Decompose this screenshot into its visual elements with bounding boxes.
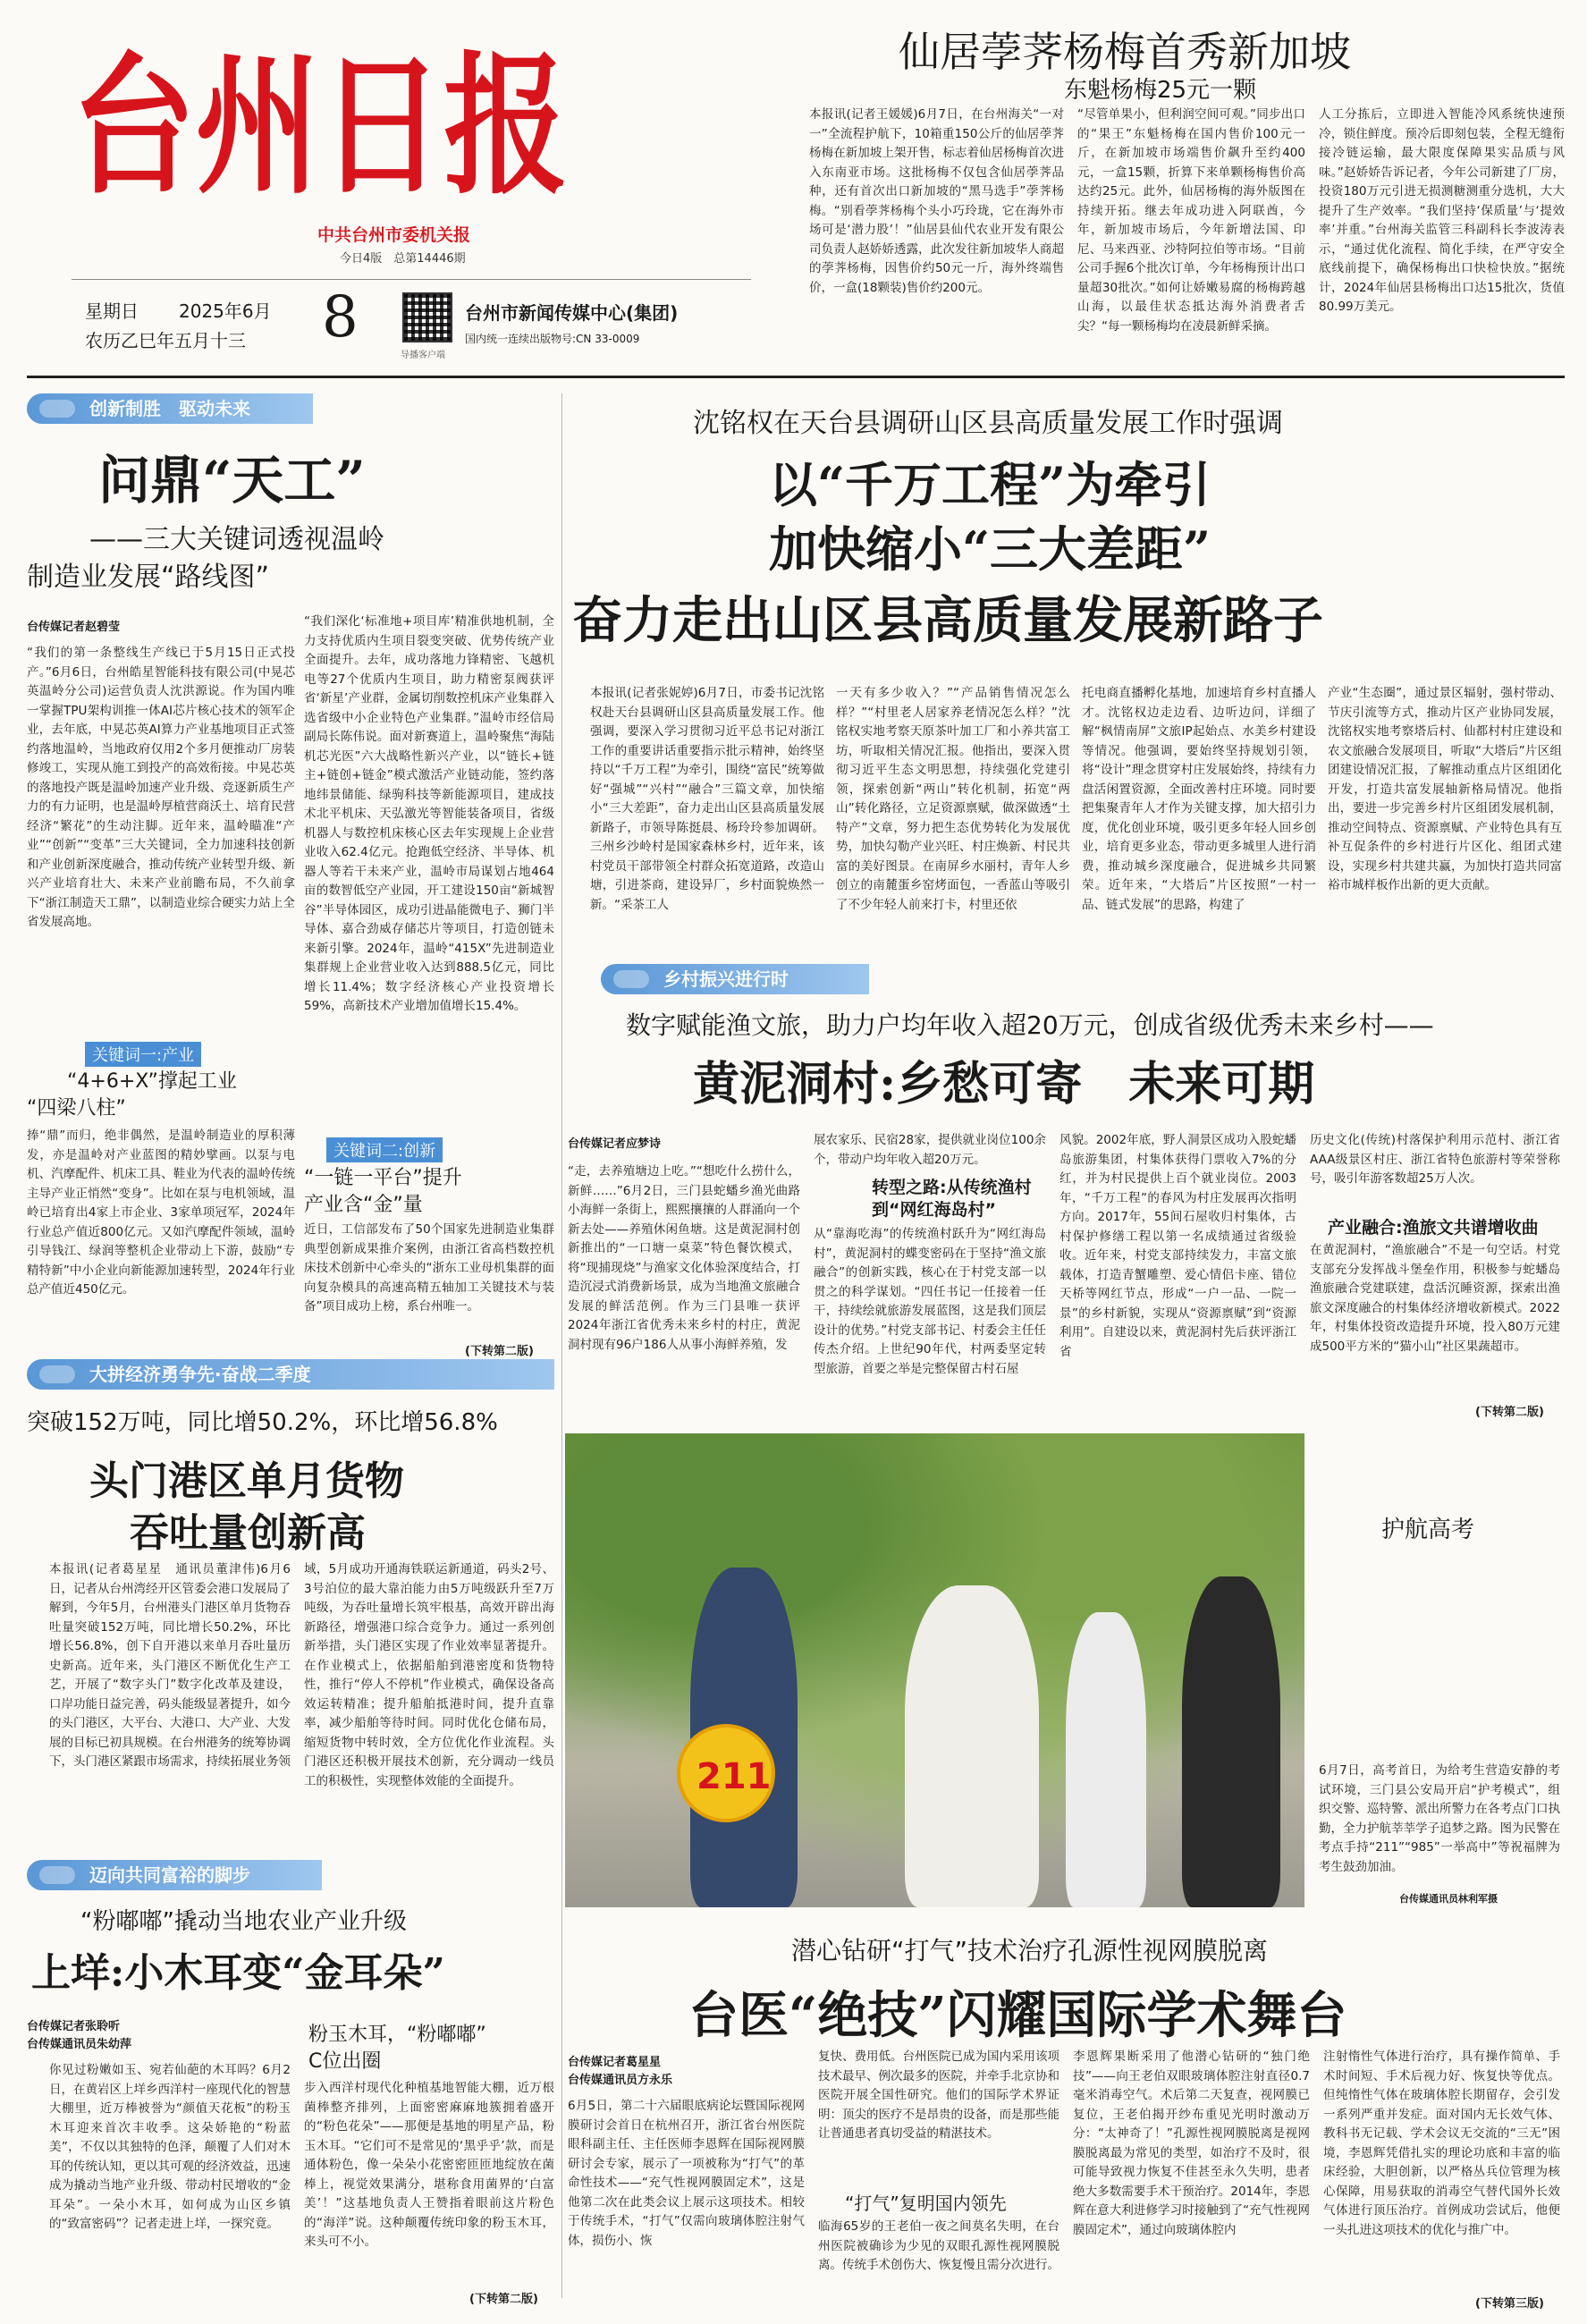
center-top-headline2[interactable]: 加快缩小“三大差距” <box>769 520 1211 578</box>
qr-code-icon[interactable] <box>402 292 452 342</box>
center-top-kicker: 沈铭权在天台县调研山区县高质量发展工作时强调 <box>693 408 1283 439</box>
center-mid-col1: “走，去养殖塘边上吃。”“想吃什么捞什么，新鲜……”6月2日，三门县蛇蟠乡渔光曲路小海鲜一条街上，熙熙攘攘的人群涌向一个新去处——养殖休闲鱼塘。这是黄泥洞村创新推出的“一口塘一桌菜”特色餐饮模式，将“现捕现烧”与渔家文化体验深度结合，打造沉浸式消费新场景，成为当地渔文旅融合发展的鲜活范例。作为三门县唯一获评2024年浙江省优秀未来乡村的村庄，黄泥洞村现有96户186人从事小海鲜养殖，发 <box>568 1164 800 1352</box>
keyword2-body: 近日，工信部发布了50个国家先进制造业集群典型创新成果推介案例，由浙江省高档数控机床技术创新中心牵头的“浙东工业母机集群的面向复杂模具的高速高精五轴加工关键技术与装备”项目成功上榜，系台州唯一。 <box>304 1222 554 1314</box>
keyword2-title1: “一链一平台”提升 <box>304 1167 462 1189</box>
left-bot-kicker: “粉嘟嘟”撬动当地农业产业升级 <box>80 1908 407 1935</box>
top-story-col2: “尽管单果小，但利润空间可观。”同步出口的“果王”东魁杨梅在国内售价100元一斤，在新加坡市场端售价飙升至约400元，一盒15颗，折算下来单颗杨梅售价高达约25元。此外，仙居杨梅的海外版图在持续开拓。继去年成功进入阿联酋，今年，新加坡市场后，今年新增法国、印尼、马来西亚、沙特阿拉伯等市场。“目前公司手握6个批次订单，今年杨梅预计出口量超30批次。”如何让娇嫩易腐的杨梅跨越山海，以最佳状态抵达海外消费者舌尖？“每一颗杨梅均在凌晨新鲜采摘。 <box>1077 107 1305 334</box>
left-mid-headline2[interactable]: 吞吐量创新高 <box>130 1510 366 1556</box>
center-top-headline3[interactable]: 奋力走出山区县高质量发展新路子 <box>572 591 1323 650</box>
section-tag-rural: 乡村振兴进行时 <box>601 964 869 994</box>
center-top-col1: 本报讯(记者张妮婷)6月7日，市委书记沈铭权赴天台县调研山区县高质量发展工作。他强调，要深入学习贯彻习近平总书记对浙江工作的重要讲话重要指示批示精神，始终坚持以“千万工程”为牵引，围绕“富民”统筹做好“强城”“兴村”“融合”三篇文章，加快缩小“三大差距”，奋力走出山区县高质量发展新路子，市领导陈挺晨、杨玲玲参加调研。三州乡沙岭村是国家森林乡村，近年来，该村党员干部带领全村群众拓宽道路，改造山塘，引进茶商，建设异厂，乡村面貌焕然一新。“采茶工人 <box>590 686 824 912</box>
cn-number: 国内统一连续出版物号:CN 33-0009 <box>465 333 640 345</box>
right-bot-kicker: 潜心钻研“打气”技术治疗孔源性视网膜脱离 <box>791 1936 1269 1965</box>
left-mid-kicker: 突破152万吨，同比增50.2%，环比增56.8% <box>27 1409 498 1436</box>
left-bot-sub1-2: C位出圈 <box>308 2050 382 2073</box>
center-mid-sub1-1: 转型之路:从传统渔村 <box>872 1178 1032 1197</box>
right-bot-byline1: 台传媒记者葛星星 <box>568 2056 662 2069</box>
center-mid-col2: 展农家乐、民宿28家，提供就业岗位100余个，带动户均年收入超20万元。 <box>814 1133 1046 1167</box>
guard-figure <box>1182 1576 1280 1907</box>
right-bot-col1: 6月5日，第二十六届眼底病论坛暨国际视网膜研讨会首日在杭州召开，浙江省台州医院眼科副主任、主任医师李恩辉在国际视网膜研讨会专家，展示了一项被称为“打气”的革命性技术——“充气性视网膜固定术”，这是他第二次在此类会议上展示这项技术。相较于传统手术，“打气”仅需向玻璃体腔注射气体，损伤小、恢 <box>568 2099 805 2248</box>
center-mid-col3: 风貌。2002年底，野人洞景区成功入股蛇蟠岛旅游集团，村集体获得门票收入7%的分红，并为村民提供上百个就业岗位。2003年，“千万工程”的春风为村庄发展再次指明方向。2017年，55间石屋收归村集体，古村保护修缮工程以第一名成绩通过省级验收。近年来，村党支部持续发力，丰富文旅载体，打造青蟹雕塑、爱心情侣卡座、错位天桥等网红节点，形成“一户一品、一院一景”的乡村新貌，实现从“资源禀赋”到“资源利用”。自建设以来，黄泥洞村先后获评浙江省 <box>1059 1133 1296 1359</box>
left-mid-col2: 域，5月成功开通海铁联运新通道，码头2号、3号泊位的最大靠泊能力由5万吨级跃升至7万吨级，为吞吐量增长筑牢根基，高效开辟出海新路径，增强港口综合竞争力。通过一系列创新举措，头门港区实现了作业效率显著提升。在作业模式上，依据船舶到港密度和货物特性，推行“停人不停机”作业模式，确保设备高效运转精准；提升船舶抵港时间，提升直靠率，减少船舶等待时间。同时优化仓储布局，缩短货物中转时效，全方位优化作业流程。头门港区还积极开展技术创新，充分调动一线员工的积极性，实现整体效能的全面提升。 <box>304 1562 554 1788</box>
keyword2-label: 关键词二:创新 <box>326 1137 443 1162</box>
left-bot-headline[interactable]: 上垟:小木耳变“金耳朵” <box>31 1950 445 1996</box>
keyword2-title2: 产业含“金”量 <box>304 1194 423 1216</box>
photo-caption-title: 护航高考 <box>1381 1517 1475 1543</box>
weekday: 星期日 <box>85 300 139 322</box>
left-bot-continued[interactable]: (下转第二版) <box>469 2293 538 2306</box>
left-top-headline[interactable]: 问鼎“天工” <box>98 450 366 511</box>
top-divider <box>27 376 1565 378</box>
section-tag-economy: 大拼经济勇争先·奋战二季度 <box>27 1359 554 1390</box>
top-story-subtitle: 东魁杨梅25元一颗 <box>1064 77 1257 104</box>
center-mid-byline: 台传媒记者应梦诗 <box>568 1137 662 1151</box>
left-top-continued[interactable]: (下转第二版) <box>465 1345 534 1358</box>
issue-number: 今日4版 总第14446期 <box>340 252 466 266</box>
right-bot-headline[interactable]: 台医“绝技”闪耀国际学术舞台 <box>688 1986 1347 2045</box>
qr-label: 导播客户端 <box>401 351 445 360</box>
photo-caption: 6月7日，高考首日，为给考生营造安静的考试环境，三门县公安局开启“护考模式”，组织交警、巡特警、派出所警力在各考点门口执勤，全力护航莘莘学子追梦之路。图为民警在考点手持“211”“985”一举高中”等祝福牌为考生鼓劲加油。 <box>1319 1763 1560 1874</box>
news-photo[interactable] <box>565 1433 1304 1907</box>
center-mid-continued[interactable]: (下转第二版) <box>1475 1406 1544 1419</box>
section-tag-innovation: 创新制胜 驱动未来 <box>27 393 313 424</box>
top-story-title[interactable]: 仙居荸荠杨梅首秀新加坡 <box>899 28 1351 76</box>
left-bot-col2: 步入西洋村现代化种植基地智能大棚，近万根菌棒整齐排列，上面密密麻麻地簇拥着盛开的“粉色花朵”——那便是基地的明星产品，粉玉木耳。“它们可不是常见的‘黑乎乎’款，而是通体粉色，像一朵朵小花密密匝匝地绽放在菌棒上，视觉效果满分，堪称食用菌界的‘白富美’！”这基地负责人王赞指着眼前这片粉色的“海洋”说。这种颠覆传统印象的粉玉木耳，来头可不小。 <box>304 2081 554 2249</box>
right-bot-sub1: “打气”复明国内领先 <box>845 2193 1007 2214</box>
center-mid-sub1-2: 到“网红海岛村” <box>872 1200 996 1220</box>
right-bot-col3: 李恩辉果断采用了他潜心钻研的“独门绝技”——向王老伯双眼玻璃体腔注射直径0.7毫米消毒空气。术后第二天复查，视网膜已复位，王老伯揭开纱布重见光明时激动万分：“太神奇了！”孔源性视网膜脱离是视网膜脱离最为常见的类型，如治疗不及时，很可能导致视力恢复不佳甚至永久失明，患者绝大多数需要手术干预治疗。2014年，李恩辉在意大利进修学习时接触到了“充气性视网膜固定术”，通过向玻璃体腔内 <box>1073 2049 1310 2237</box>
crowd-figure <box>1066 1612 1146 1907</box>
logo-text: 台州日报 <box>72 37 568 215</box>
right-bot-col2b: 临海65岁的王老伯一夜之间莫名失明，在台州医院被确诊为少见的双眼孔源性视网膜脱离。传统手术创伤大、恢复慢且需分次进行。 <box>818 2219 1059 2272</box>
center-mid-col4: 历史文化(传统)村落保护利用示范村、浙江省AAA级景区村庄、浙江省特色旅游村等荣誉称号，吸引年游客数超25万人次。 <box>1310 1133 1560 1186</box>
day-number: 8 <box>322 284 359 351</box>
student-figure <box>905 1585 1039 1907</box>
left-bot-byline1: 台传媒记者张聆听 <box>27 2020 121 2033</box>
center-mid-sub2: 产业融合:渔旅文共谱增收曲 <box>1328 1218 1539 1238</box>
column-divider <box>561 393 562 2298</box>
right-bot-col4: 注射惰性气体进行治疗，具有操作简单、手术时间短、手术后视力好、恢复快等优点。但纯惰性气体在玻璃体腔长期留存，会引发一系列严重并发症。面对国内无长效气体、教科书无记载、学术会议无交流的“三无”困境，李恩辉凭借扎实的理论功底和丰富的临床经验，大胆创新，以严格丛兵位管理为核心保障，用易获取的消毒空气替代国外长效气体进行顶压治疗。首例成功尝试后，他便一头扎进这项技术的优化与推广中。 <box>1323 2049 1560 2237</box>
year-month: 2025年6月 <box>179 300 272 322</box>
keyword1-body: 捧“鼎”而归，绝非偶然，是温岭制造业的厚积薄发，亦是温岭对产业蓝图的精妙擘画。以泵与电机、汽摩配件、机床工具、鞋业为代表的温岭传统主导产业正悄然“变身”。比如在泵与电机领域，温岭已培育出4家上市企业、3家单项冠军，2024年行业总产值近800亿元。又如汽摩配件领域，温岭引导钱江、绿润等整机企业带动上下游，鼓励“专精特新”中小企业向新能源加速转型，2024年行业总产值近450亿元。 <box>27 1128 295 1297</box>
right-bot-col2: 复快、费用低。台州医院已成为国内采用该项技术最早、例次最多的医院，并牵手北京协和医院开展全国性研究。他们的国际学术界证明：顶尖的医疗不是昂贵的设备，而是那些能让普通患者真切受益的精湛技术。 <box>818 2049 1059 2141</box>
masthead-subtitle: 中共台州市委机关报 <box>317 225 471 245</box>
left-bot-col1: 你见过粉嫩如玉、宛若仙葩的木耳吗？6月2日，在黄岩区上垟乡西洋村一座现代化的智慧大棚里，近万棒被誉为“颜值天花板”的粉玉木耳迎来首次丰收季。这朵娇艳的“粉蓝美”，不仅以其独特的色泽，颠覆了人们对木耳的传统认知，更以其可观的经济效益，迅速成为撬动当地产业升级、带动村民增收的“金耳朵”。一朵小木耳，如何成为山区乡镇的“致富密码”？记者走进上垟，一探究竟。 <box>49 2063 291 2231</box>
publisher: 台州市新闻传媒中心(集团) <box>465 302 679 324</box>
top-story-col3: 人工分拣后，立即进入智能冷风系统快速预冷，锁住鲜度。预冷后即刻包装，全程无缝衔接冷链运输，最大限度保障果实品质与风味。”赵娇娇告诉记者，今年公司新建了厂房，投资180万元引进无损测糖测重分选机，大大提升了生产效率。“我们坚持‘保质量’与‘提效率’并重。”台州海关监管三科副科长李波涛表示，“通过优化流程、简化手续，在严守安全底线前提下，确保杨梅出口快检快放。”据统计，2024年仙居县杨梅出口达15批次，货值80.99万美元。 <box>1319 107 1565 314</box>
center-mid-col4b: 在黄泥洞村，“渔旅融合”不是一句空话。村党支部充分发挥战斗堡垒作用，积极参与蛇蟠岛渔旅融合党建联建，盘活沉睡资源，探索出渔旅文深度融合的村集体经济增收新模式。2022年，村集体投资改造提升环境，投入80万元建成500平方米的“猫小山”社区果蔬超市。 <box>1310 1243 1560 1354</box>
center-mid-col2b: 从“靠海吃海”的传统渔村跃升为“网红海岛村”，黄泥洞村的蝶变密码在于坚持“渔文旅融合”的创新实践，核心在于村党支部一以贯之的科学谋划。“四任书记一任接着一任干，持续绘就旅游发展蓝图，这是我们顶层设计的优势。”村党支部书记、村委会主任任传杰介绍。上世纪90年代，村两委坚定转型旅游，首要之举是完整保留古村石屋 <box>814 1227 1046 1376</box>
center-mid-kicker: 数字赋能渔文旅，助力户均年收入超20万元，创成省级优秀未来乡村—— <box>626 1010 1434 1040</box>
center-top-col4: 产业“生态圈”，通过景区辐射，强村带动、节庆引流等方式，推动片区产业协同发展，沈铭权实地考察塔后村、仙都村村庄建设和农文旅融合发展项目，听取“大塔后”片区组团建设情况汇报，了解推动重点片区组团化开发，打造共富发展轴新格局情况。他指出，要进一步完善乡村片区组团发展机制，推动空间特点、资源禀赋、产业特色具有互补互促条件的乡村进行片区化、组团式建设，实现乡村共建共赢，为加快打造共同富裕市城样板作出新的更大贡献。 <box>1328 686 1562 892</box>
center-top-col3: 托电商直播孵化基地，加速培育乡村直播人才。沈铭权边走边看、边听边问，详细了解“枫情南屏”文旅IP起始点、水美乡村建设等情况。他强调，要始终坚持规划引领，将“设计”理念贯穿村庄发展始终，持续有力盘活闲置资源，全面改善村庄环境。同时要把集聚青年人才作为关键支撑，加大招引力度，优化创业环境，吸引更多年轻人回乡创业，培育更多业态，带动更多城里人进行消费，推动城乡深度融合，促进城乡共同繁荣。近年来，“大塔后”片区按照“一村一品、链式发展”的思路，构建了 <box>1082 686 1316 912</box>
sign-211-icon: 211 <box>677 1724 775 1822</box>
center-top-col2: 一天有多少收入？”“产品销售情况怎么样？”“村里老人居家养老情况怎么样？”沈铭权实地考察天原茶叶加工厂和小养共富工坊，听取相关情况汇报。他指出，要深入贯彻习近平生态文明思想，持续强化党建引领，探索创新“两山”转化机制，拓宽“两山”转化路径，立足资源禀赋，做深做透“土特产”文章，努力把生态优势转化为发展优势，加快勾勒产业兴旺、村庄焕新、村民共富的美好图景。在南屏乡水丽村，青年人乡创立的南麓蛋乡窑烤面包，一香蓝山等吸引了不少年轻人前来打卡，村里还依 <box>836 686 1070 912</box>
section-tag-prosperity: 迈向共同富裕的脚步 <box>27 1860 322 1890</box>
masthead-divider <box>72 279 751 280</box>
right-bot-byline2: 台传媒通讯员方永乐 <box>568 2074 673 2087</box>
left-bot-sub1-1: 粉玉木耳，“粉嘟嘟” <box>308 2024 486 2046</box>
left-bot-byline2: 台传媒通讯员朱幼萍 <box>27 2038 132 2051</box>
masthead-logo <box>72 36 572 215</box>
right-bot-continued[interactable]: (下转第三版) <box>1475 2297 1544 2311</box>
left-top-subline1: ——三大关键词透视温岭 <box>89 524 384 555</box>
center-mid-headline[interactable]: 黄泥洞村:乡愁可寄 未来可期 <box>693 1057 1315 1111</box>
center-top-headline1[interactable]: 以“千万工程”为牵引 <box>769 456 1211 513</box>
keyword1-label: 关键词一:产业 <box>85 1042 201 1067</box>
left-mid-col1: 本报讯(记者葛星星 通讯员董津伟)6月6日，记者从台州湾经开区管委会港口发展局了解到，今年5月，台州港头门港区单月货物吞吐量突破152万吨，同比增长50.2%，环比增长56.8%，创下自开港以来单月吞吐量历史新高。近年来，头门港区不断优化生产工艺，开展了“数字头门”数字化改革及建设，口岸功能日益完善，码头能级显著提升，如今的头门港区，大平台、大港口、大产业、大发展的目标已初具规模。在台州港务的统筹协调下，头门港区紧跟市场需求，持续拓展业务领 <box>49 1562 291 1769</box>
left-top-col1: “我们的第一条整线生产线已于5月15日正式投产。”6月6日，台州皓星智能科技有限公司(中晃芯英温岭分公司)运营负责人沈洪源说。作为国内唯一掌握TPU架构训推一体AI芯片核心技术的领军企业，去年底，中晃芯英AI算力产业基地项目正式签约落地温岭，当地政府仅用2个多月便推动厂房装修竣工，实现从施工到投产的高效衔接。中晃芯英的落地投产既是温岭加速产业升级、竞逐新质生产力的有力证明，也是温岭厚植营商沃土、培育民营经济“繁花”的生动注脚。近年来，温岭瞄准“产业”“创新”“变革”三大关键词，全力加速科技创新和产业创新深度融合，推动传统产业转型升级、新兴产业培育壮大、未来产业前瞻布局，不久前拿下“浙江制造天工鼎”，以制造业综合硬实力站上全省发展高地。 <box>27 646 295 929</box>
photo-credit: 台传媒通讯员林利军摄 <box>1399 1893 1498 1905</box>
keyword1-title2: “四梁八柱” <box>27 1097 126 1120</box>
left-mid-headline1[interactable]: 头门港区单月货物 <box>89 1458 404 1504</box>
top-story-col1: 本报讯(记者王媛媛)6月7日，在台州海关“一对一”全流程护航下，10箱重150公斤的仙居荸荠杨梅在新加坡上架开售，标志着仙居杨梅首次进入东南亚市场。这批杨梅不仅包含仙居荸荠品种，还有首次出口新加坡的“黑马选手”荸荠杨梅。“别看荸荠杨梅个头小巧玲珑，它在海外市场可是‘潜力股’！”仙居县仙代农业开发有限公司负责人赵娇娇透露，此次发往新加坡华人商超的荸荠杨梅，因售价约50元一斤，海外终端售价，一盒(18颗装)售价约200元。 <box>809 107 1064 295</box>
left-top-byline: 台传媒记者赵碧莹 <box>27 621 121 634</box>
lunar-date: 农历乙巳年五月十三 <box>85 330 246 351</box>
logo-artwork <box>72 36 572 215</box>
left-top-col2: “我们深化‘标准地+项目库’精准供地机制，全力支持优质内生项目裂变突破、优势传统产业全面提升。去年，成功落地力锋精密、飞越机电等27个优质内生项目，助力精密泵阀获评省‘新星’产业群，金属切削数控机床产业集群入选省级中小企业特色产业集群。”温岭市经信局副局长陈伟说。面对新赛道上，温岭聚焦“海陆机芯光医”六大战略性新兴产业，以“链长+链主+链创+链金”模式激活产业链动能，签约落地纬景储能、绿驹科技等新能源项目，建成技术北平机床、天弘激光等智能装备项目，省级机器人与数控机床核心区去年实现规上企业营业收入62.4亿元。抢跑低空经济、半导体、机器人等若干未来产业，温岭市局谋划占地464亩的数智低空产业园，开工建设150亩“新城智谷”半导体园区，成功引进晶能微电子、狮门半导体、嘉合劲威存储芯片等项目，打造创链未来新引擎。2024年，温岭“415X”先进制造业集群规上企业营业收入达到888.5亿元，同比增长11.4%；数字经济核心产业投资增长59%，高新技术产业增加值增长15.4%。 <box>304 614 554 1013</box>
keyword1-title1: “4+6+X”撑起工业 <box>67 1070 237 1093</box>
left-top-subline2: 制造业发展“路线图” <box>27 562 270 593</box>
